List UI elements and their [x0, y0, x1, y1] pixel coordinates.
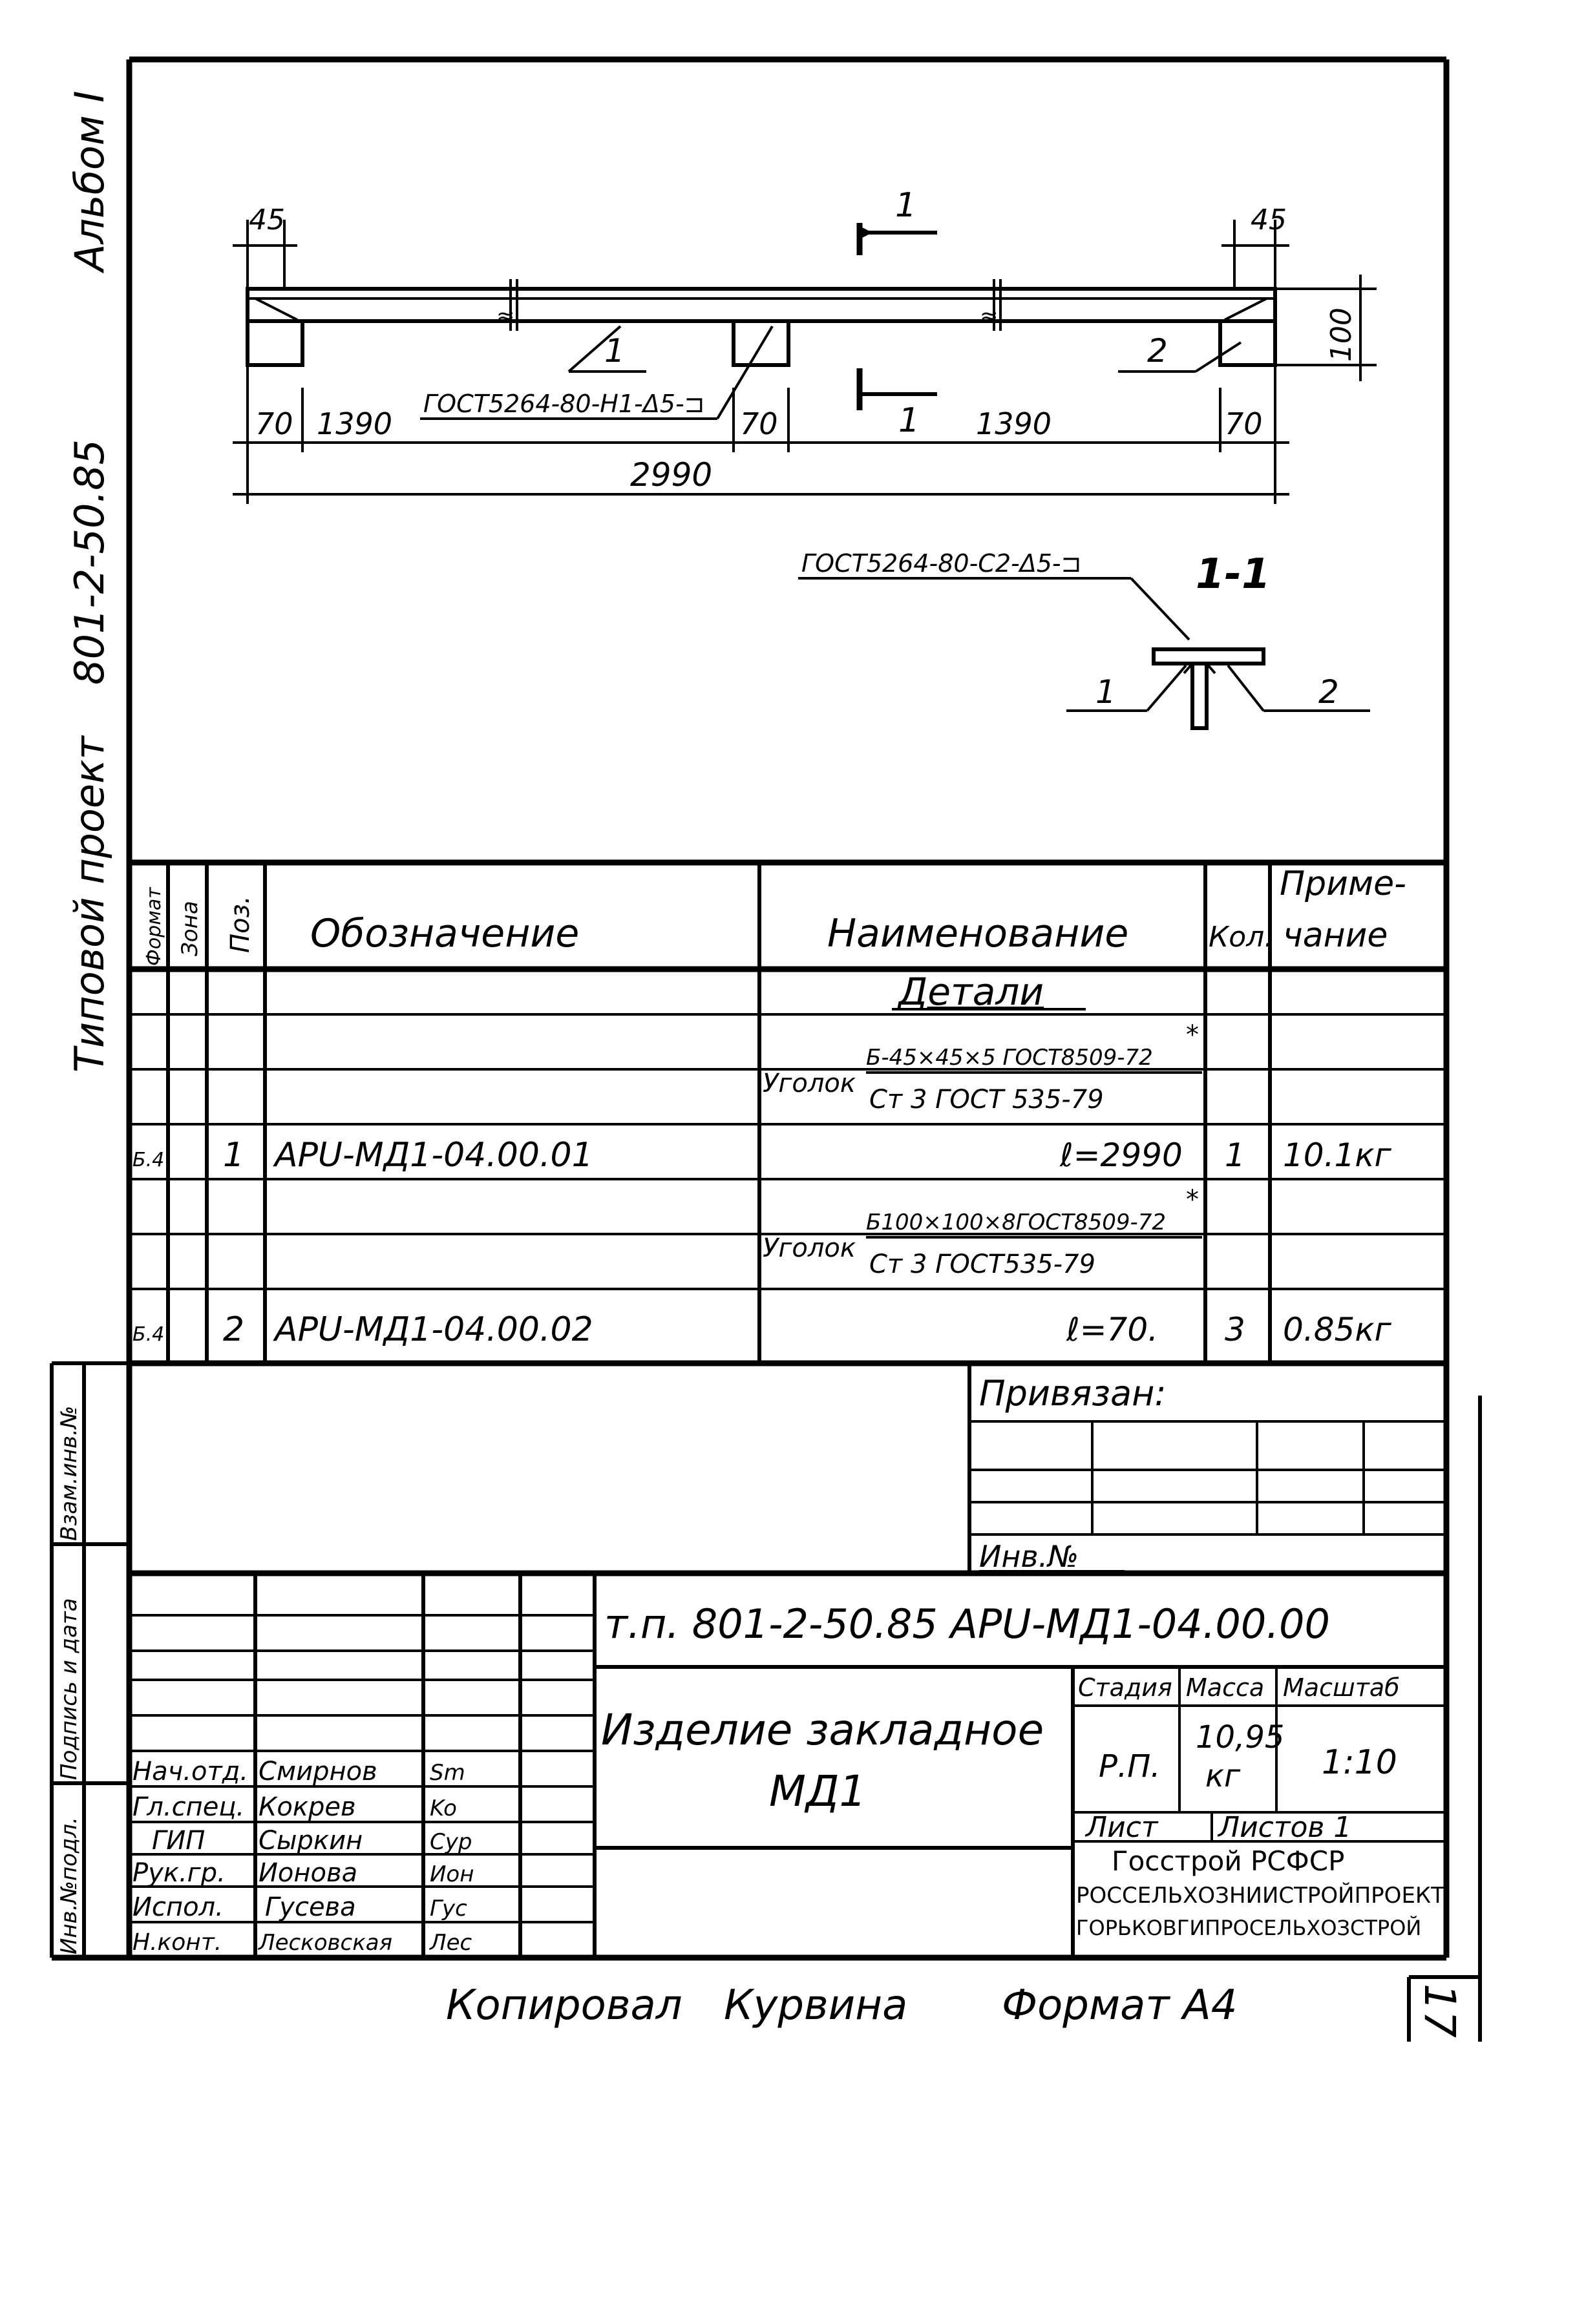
- tb-scale-head: Масштаб: [1283, 1673, 1400, 1702]
- sign-4: Ион: [430, 1861, 474, 1887]
- item2-profile-bottom: Ст 3 ГОСТ535-79: [869, 1250, 1095, 1279]
- dim100-label: 100: [1325, 308, 1358, 362]
- tb-sheet: Лист: [1086, 1811, 1158, 1844]
- break-mark-right: ≈: [980, 303, 999, 329]
- tb-stage-head: Стадия: [1078, 1673, 1172, 1702]
- role-1: Нач.отд.: [132, 1757, 249, 1786]
- item2-length: ℓ=70.: [1066, 1311, 1159, 1348]
- side-project-type: Типовой проект: [66, 736, 113, 1073]
- item1-qty: 1: [1225, 1136, 1245, 1174]
- sign-1: Sm: [430, 1760, 465, 1786]
- hdr-format: Формат: [143, 887, 165, 966]
- side-album: Альбом I: [66, 90, 113, 271]
- role-5: Испол.: [132, 1892, 224, 1922]
- title-block: [129, 1573, 1446, 1958]
- item1-length: ℓ=2990: [1060, 1136, 1183, 1174]
- dim45-left: 45: [249, 204, 285, 236]
- footer-format: Формат А4: [1002, 1982, 1238, 2029]
- pos1-label: 1: [604, 332, 625, 370]
- item1-designation: АРU-МД1-04.00.01: [275, 1136, 593, 1175]
- name-4: Ионова: [259, 1858, 358, 1888]
- plate-left: [248, 321, 302, 365]
- tb-title-1: Изделие закладное: [601, 1705, 1044, 1755]
- item2-designation: АРU-МД1-04.00.02: [275, 1310, 593, 1349]
- item2-star: *: [1186, 1185, 1199, 1215]
- name-3: Сыркин: [259, 1826, 363, 1856]
- binding-inv: Инв.№: [979, 1539, 1079, 1574]
- left-strip: [52, 1363, 129, 1958]
- section-leader-2: [1228, 665, 1263, 711]
- weld-section-label: ГОСТ5264-80-С2-Δ5-⊐: [801, 549, 1082, 578]
- section-title-details: Детали: [898, 970, 1044, 1014]
- cut-mark-bottom-label: 1: [898, 401, 920, 440]
- weld-section-leader: [1131, 578, 1189, 640]
- item1-star: *: [1186, 1020, 1199, 1050]
- item2-pos: 2: [223, 1310, 245, 1349]
- name-6: Лесковская: [259, 1930, 393, 1956]
- item1-format: Б.4: [132, 1149, 165, 1171]
- angle-bar: [248, 289, 1275, 321]
- section-flange: [1154, 649, 1263, 664]
- strip-label-1: Взам.инв.№: [56, 1405, 82, 1541]
- sign-6: Лес: [430, 1930, 472, 1956]
- section-web: [1192, 664, 1207, 728]
- hdr-designation: Обозначение: [310, 911, 580, 956]
- dim-total: 2990: [630, 456, 713, 494]
- role-2: Гл.спец.: [132, 1792, 245, 1822]
- section-pos1: 1: [1095, 673, 1116, 711]
- sign-5: Гус: [430, 1896, 467, 1921]
- hdr-zone: Зона: [177, 901, 203, 956]
- dim-seg-5: 70: [1225, 406, 1263, 441]
- footer-copier: Курвина: [724, 1982, 908, 2029]
- left-chamfer: [255, 298, 297, 320]
- dim-seg-4: 1390: [976, 406, 1052, 441]
- role-6: Н.конт.: [132, 1929, 222, 1956]
- tb-mass-value: 10,95: [1196, 1719, 1285, 1755]
- dim45-right: 45: [1251, 204, 1287, 236]
- weld-top-leader: [717, 326, 772, 419]
- section-label: 1-1: [1196, 550, 1271, 598]
- tb-mass-unit: кг: [1205, 1758, 1241, 1794]
- footer-copied: Копировал: [446, 1982, 682, 2029]
- hdr-name: Наименование: [827, 911, 1129, 956]
- strip-label-3: Инв.№подл.: [56, 1817, 82, 1954]
- hdr-note-1: Приме-: [1280, 864, 1406, 903]
- tb-sheets: Листов 1: [1218, 1811, 1352, 1844]
- item2-qty: 3: [1225, 1311, 1245, 1348]
- tb-mass-head: Масса: [1186, 1673, 1265, 1702]
- tb-stage: Р.П.: [1099, 1748, 1161, 1785]
- binding-title: Привязан:: [979, 1373, 1167, 1414]
- name-1: Смирнов: [259, 1757, 377, 1786]
- pos2-label: 2: [1147, 332, 1168, 370]
- weld-top-label: ГОСТ5264-80-Н1-Δ5-⊐: [423, 390, 705, 418]
- section-leader-1: [1147, 665, 1186, 711]
- section-view: [798, 549, 1370, 728]
- hdr-pos: Поз.: [226, 895, 255, 953]
- tb-scale: 1:10: [1322, 1743, 1397, 1782]
- org-3: ГОРЬКОВГИПРОСЕЛЬХОЗСТРОЙ: [1076, 1916, 1422, 1940]
- item2-format: Б.4: [132, 1323, 165, 1346]
- dim-seg-2: 1390: [317, 406, 393, 441]
- right-chamfer: [1225, 298, 1267, 320]
- side-project-code: 801-2-50.85: [66, 439, 113, 685]
- item1-profile-top: Б-45×45×5 ГОСТ8509-72: [866, 1045, 1153, 1071]
- org-1: Госстрой РСФСР: [1112, 1845, 1345, 1877]
- hdr-qty: Кол.: [1209, 921, 1274, 954]
- name-5: Гусева: [265, 1892, 356, 1922]
- elevation-view: [233, 186, 1377, 504]
- sign-3: Cyp: [430, 1829, 472, 1855]
- strip-label-2: Подпись и дата: [56, 1598, 82, 1780]
- dim-seg-1: 70: [255, 406, 293, 441]
- tb-code: т.п. 801-2-50.85 АРU-МД1-04.00.00: [604, 1600, 1330, 1648]
- role-4: Рук.гр.: [132, 1858, 226, 1888]
- hdr-note-2: чание: [1283, 916, 1388, 955]
- name-2: Кокрев: [259, 1792, 356, 1822]
- item1-note: 10.1кг: [1283, 1136, 1391, 1174]
- binding-block: [969, 1363, 1446, 1574]
- role-3: ГИП: [152, 1826, 206, 1856]
- cut-mark-top-label: 1: [895, 186, 917, 225]
- item2-angle-word: Уголок: [763, 1233, 856, 1263]
- org-2: РОССЕЛЬХОЗНИИСТРОЙПРОЕКТ: [1076, 1883, 1444, 1909]
- spec-table: [129, 863, 1446, 1363]
- sign-2: Ko: [430, 1795, 457, 1821]
- dim-seg-3: 70: [740, 406, 778, 441]
- section-pos2: 2: [1318, 673, 1339, 711]
- tb-title-2: МД1: [769, 1766, 867, 1816]
- plate-right: [1220, 321, 1275, 365]
- item1-profile-bottom: Ст 3 ГОСТ 535-79: [869, 1085, 1104, 1115]
- cut-mark-top-head: [860, 226, 872, 239]
- item2-note: 0.85кг: [1283, 1311, 1391, 1348]
- item1-pos: 1: [223, 1136, 245, 1175]
- page-number: 17: [1415, 1984, 1464, 2038]
- break-mark-left: ≈: [496, 303, 515, 329]
- item1-angle-word: Уголок: [763, 1069, 856, 1098]
- item2-profile-top: Б100×100×8ГОСТ8509-72: [866, 1209, 1166, 1235]
